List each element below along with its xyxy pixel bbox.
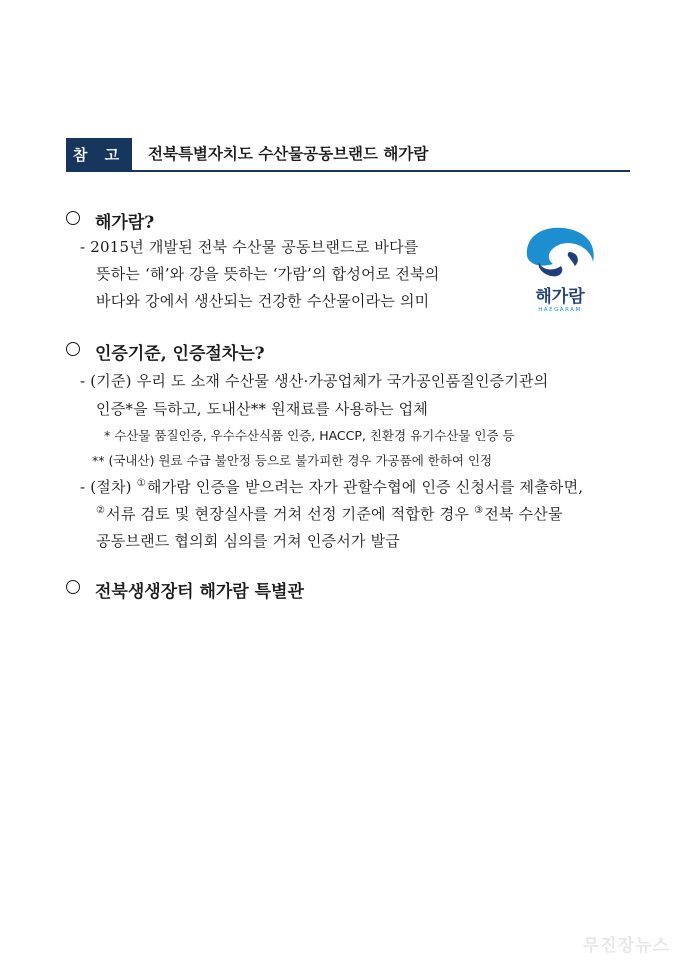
step-3-text: 전북 수산물 <box>484 505 563 523</box>
section-title: 인증기준, 인증절차는? <box>95 344 265 364</box>
criteria-line-2: 인증*을 득하고, 도내산** 원재료를 사용하는 업체 <box>96 400 429 418</box>
step-2-number: ② <box>96 505 106 516</box>
reference-header <box>66 138 630 170</box>
footnote-1: * 수산물 품질인증, 우수수산식품 인증, HACCP, 친환경 유기수산물 인증 등 <box>104 428 515 443</box>
watermark: 무진장뉴스 <box>582 936 670 956</box>
criteria-line-1: - (기준) 우리 도 소재 수산물 생산·가공업체가 국가공인품질인증기관의 <box>80 372 549 390</box>
logo-wordmark: 해가람 <box>535 287 585 307</box>
step-2-text: 서류 검토 및 현장실사를 거쳐 선정 기준에 적합한 경우 <box>106 505 475 523</box>
step-1-number: ① <box>136 478 146 489</box>
page-title: 전북특별자치도 수산물공동브랜드 해가람 <box>148 145 429 163</box>
procedure-prefix: - (절차) <box>80 478 137 496</box>
procedure-line-2 <box>96 503 563 524</box>
haegaram-logo <box>519 222 601 314</box>
procedure-line-3: 공동브랜드 협의회 심의를 거쳐 인증서가 발급 <box>96 532 400 550</box>
header-rule <box>66 170 630 172</box>
logo-swirl-icon <box>568 252 578 266</box>
section1-line-1: - 2015년 개발된 전북 수산물 공동브랜드로 바다를 <box>80 238 419 256</box>
section1-line-3: 바다와 강에서 생산되는 건강한 수산물이라는 의미 <box>96 292 430 310</box>
section-title: 해가람? <box>95 213 155 233</box>
circle-bullet-icon <box>66 580 80 594</box>
procedure-line-1 <box>80 476 583 497</box>
circle-bullet-icon <box>66 211 80 225</box>
logo-wave-icon <box>527 228 594 266</box>
circle-bullet-icon <box>66 342 80 356</box>
step-3-number: ③ <box>474 505 484 516</box>
logo-subtitle: HAEGARAM <box>538 307 582 313</box>
section-title: 전북생생장터 해가람 특별관 <box>95 582 304 602</box>
footnote-2: ** (국내산) 원료 수급 불안정 등으로 불가피한 경우 가공품에 한하여 인정 <box>92 453 493 468</box>
step-1-text: 해가람 인증을 받으려는 자가 관할수협에 인증 신청서를 제출하면, <box>146 478 584 496</box>
section1-line-2: 뜻하는 ‘해’와 강을 뜻하는 ‘가람’의 합성어로 전북의 <box>96 265 440 283</box>
reference-tag: 참 고 <box>66 138 132 170</box>
